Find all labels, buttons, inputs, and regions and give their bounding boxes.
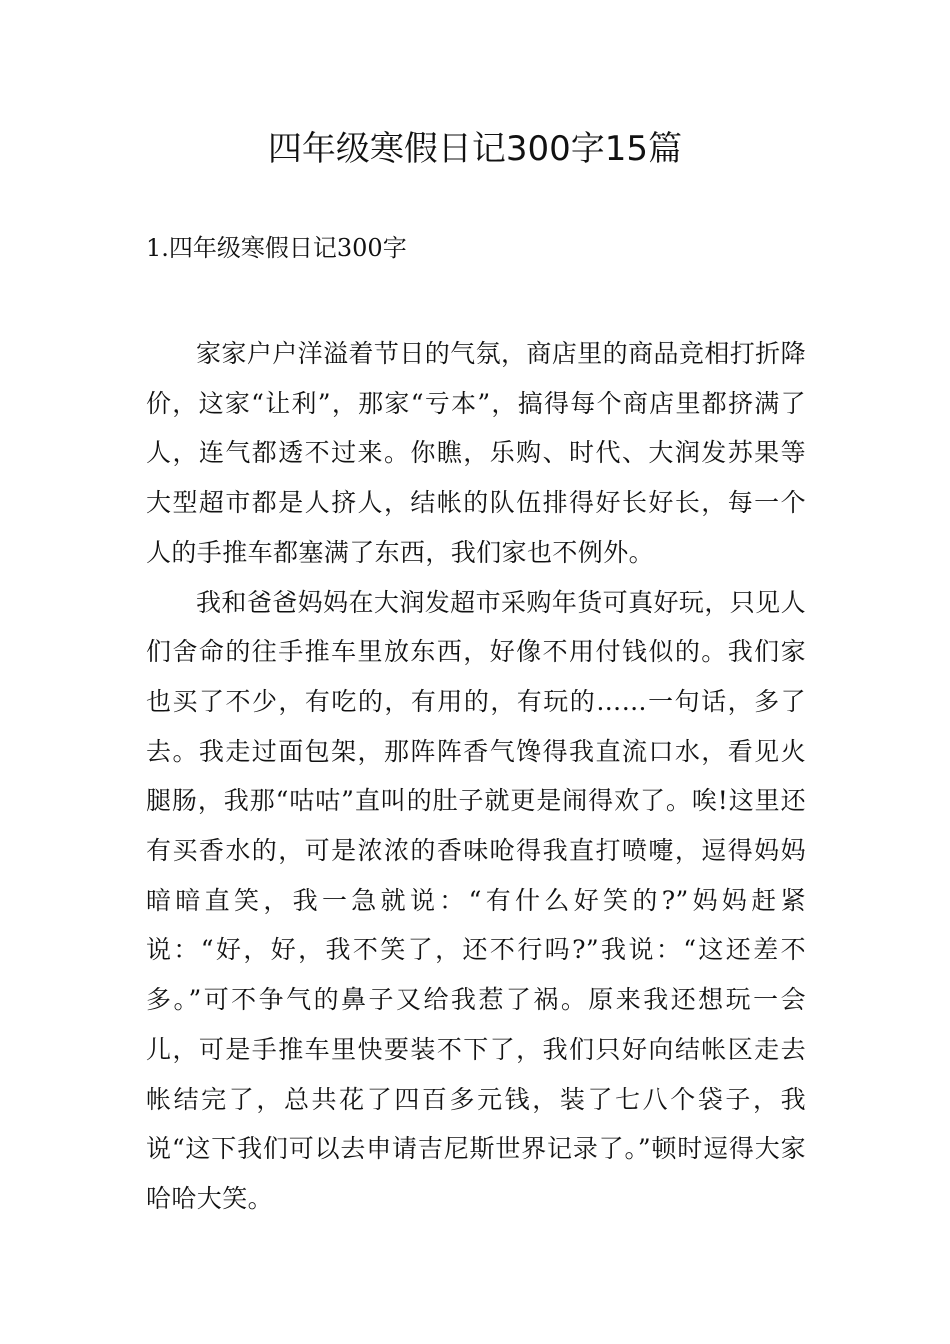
paragraph: 我和爸爸妈妈在大润发超市采购年货可真好玩，只见人们舍命的往手推车里放东西，好像不用付钱似的。我们家也买了不少，有吃的，有用的，有玩的……一句话，多了去。我走过面包架，那阵阵香气馋得我直流口水，看见火腿肠，我那“咕咕”直叫的肚子就更是闹得欢了。唉!这里还有买香水的，可是浓浓的香味呛得我直打喷嚏，逗得妈妈暗暗直笑，我一急就说：“有什么好笑的?”妈妈赶紧说：“好，好，我不笑了，还不行吗?”我说：“这还差不多。”可不争气的鼻子又给我惹了祸。原来我还想玩一会儿，可是手推车里快要装不下了，我们只好向结帐区走去帐结完了，总共花了四百多元钱，装了七八个袋子，我说“这下我们可以去申请吉尼斯世界记录了。”顿时逗得大家哈哈大笑。: [146, 587, 806, 1213]
document-title: 四年级寒假日记300字15篇: [267, 129, 683, 169]
paragraph: 家家户户洋溢着节日的气氛，商店里的商品竞相打折降价，这家“让利”，那家“亏本”，搞得每个商店里都挤满了人，连气都透不过来。你瞧，乐购、时代、大润发苏果等大型超市都是人挤人，结帐的队伍排得好长好长，每一个人的手推车都塞满了东西，我们家也不例外。: [146, 339, 806, 567]
section-heading: 1.四年级寒假日记300字: [146, 234, 407, 262]
section-body: [146, 329, 806, 1224]
